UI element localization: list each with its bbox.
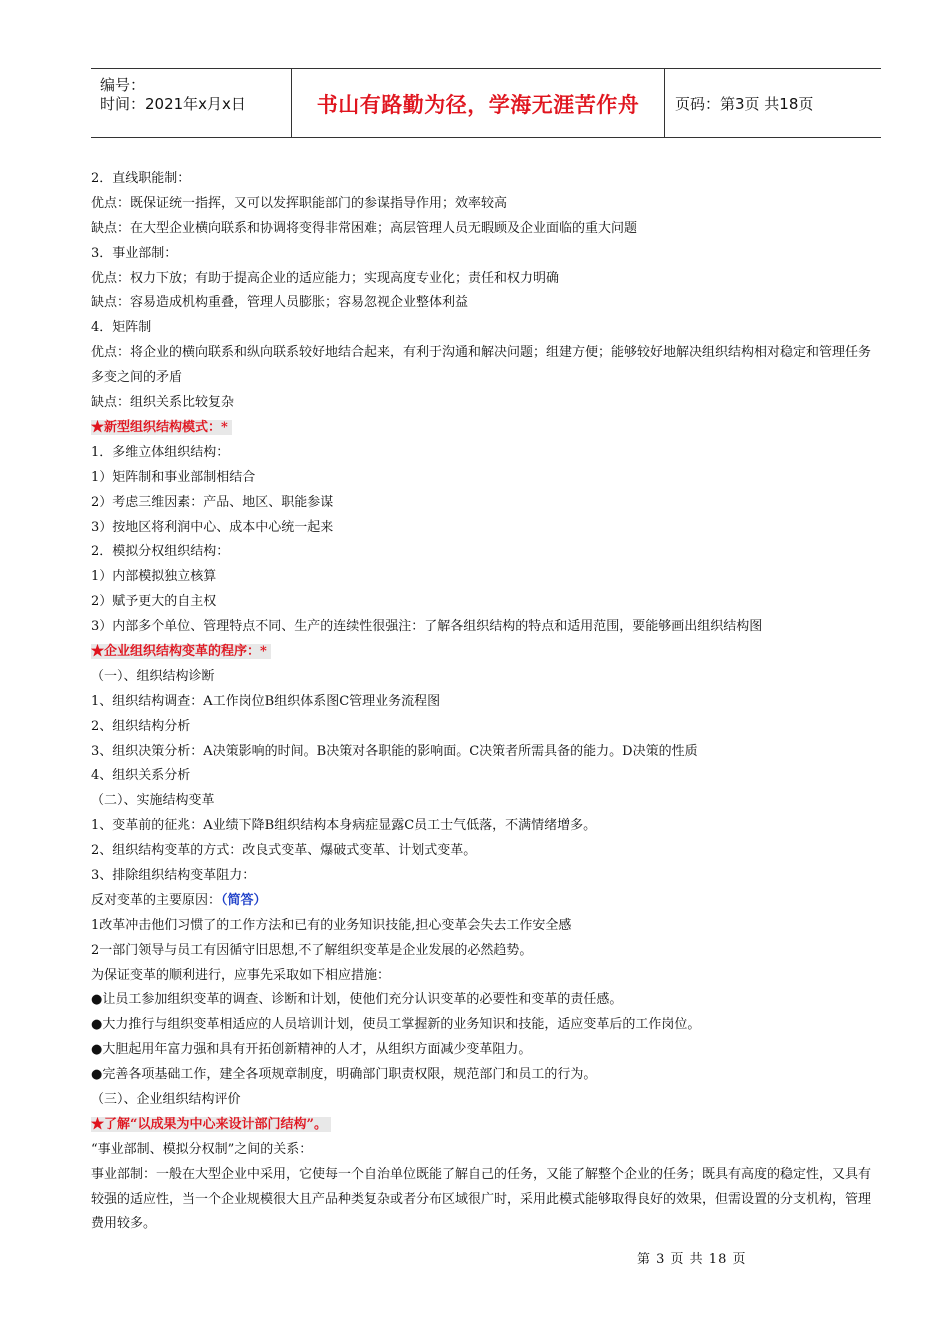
text-line: 优点：既保证统一指挥，又可以发挥职能部门的参谋指导作用；效率较高 [91,195,508,211]
section-heading [91,640,883,665]
section-heading-text: ★了解“以成果为中心来设计部门结构”。 [91,1117,331,1132]
bullet-item: ●大力推行与组织变革相适应的人员培训计划，使员工掌握新的业务知识和技能，适应变革后的工作岗位。 [91,1017,701,1033]
bullet-item: ●让员工参加组织变革的调查、诊断和计划，使他们充分认识变革的必要性和变革的责任感。 [91,992,623,1008]
short-answer-tag: （简答） [221,892,267,908]
text-line: 2．模拟分权组织结构： [91,544,230,560]
header-motto-cell [292,69,665,137]
text-paragraph: 事业部制：一般在大型企业中采用，它使每一个自治单位既能了解自己的任务，又能了解整个企业的任务；既具有高度的稳定性，又具有较强的适应性，当一个企业规模很大且产品种类复杂或者分布区域很广时，采用此模式能够取得良好的效果，但需设置的分支机构，管理费用较多。 [91,1166,872,1232]
header-page-number: 页码：第3页 共18页 [675,95,814,113]
text-line: “事业部制、模拟分权制”之间的关系： [91,1141,313,1157]
page-footer: 第 3 页 共 18 页 [637,1252,747,1267]
section-heading-text: ★新型组织结构模式：* [91,420,232,435]
text-line: 缺点：组织关系比较复杂 [91,395,235,411]
text-line: 2、组织结构变革的方式：改良式变革、爆破式变革、计划式变革。 [91,843,477,859]
text-line: （一）、组织结构诊断 [91,668,215,684]
text-line: 为保证变革的顺利进行，应事先采取如下相应措施： [91,967,391,983]
text-line: 3、排除组织结构变革阻力： [91,867,256,883]
text-line: 缺点：容易造成机构重叠，管理人员膨胀；容易忽视企业整体利益 [91,295,469,311]
text-line: 3．事业部制： [91,245,178,261]
text-line: 1）矩阵制和事业部制相结合 [91,469,256,485]
text-line: 4、组织关系分析 [91,768,191,784]
document-number-label: 编号： [100,76,146,94]
text-line: 1改革冲击他们习惯了的工作方法和已有的业务知识技能,担心变革会失去工作安全感 [91,917,572,933]
text-line: 3）内部多个单位、管理特点不同、生产的连续性很强注：了解各组织结构的特点和适用范围，要能够画出组织结构图 [91,619,763,635]
header-motto: 书山有路勤为径，学海无涯苦作舟 [316,93,640,117]
text-line: 4．矩阵制 [91,320,152,336]
document-body [91,167,883,1237]
text-line: 1、变革前的征兆：A业绩下降B组织结构本身病症显露C员工士气低落，不满情绪增多。 [91,818,597,834]
text-line: 2）考虑三维因素：产品、地区、职能参谋 [91,494,334,510]
section-heading [91,1113,883,1138]
text-line: 2、组织结构分析 [91,718,191,734]
section-heading-text: ★企业组织结构变革的程序：* [91,644,271,659]
header-info-cell [91,69,292,137]
text-line: 1）内部模拟独立核算 [91,569,217,585]
text-line: 2一部门领导与员工有因循守旧思想,不了解组织变革是企业发展的必然趋势。 [91,942,533,958]
text-line: 2．直线职能制： [91,171,191,186]
text-line: 3、组织决策分析：A决策影响的时间。B决策对各职能的影响面。C决策者所需具备的能力。D决策的性质 [91,743,698,759]
text-line-lead: 反对变革的主要原因： [91,892,222,908]
text-line: 2）赋予更大的自主权 [91,594,217,610]
text-line [91,889,883,914]
document-time-label: 时间：2021年x月x日 [100,95,246,113]
bullet-item: ●完善各项基础工作，建全各项规章制度，明确部门职责权限，规范部门和员工的行为。 [91,1067,597,1083]
text-paragraph: 优点：将企业的横向联系和纵向联系较好地结合起来，有利于沟通和解决问题；组建方便；能够较好地解决组织结构相对稳定和管理任务多变之间的矛盾 [91,345,872,386]
text-line: 1、组织结构调查：A工作岗位B组织体系图C管理业务流程图 [91,693,441,709]
text-line: 优点：权力下放；有助于提高企业的适应能力；实现高度专业化；责任和权力明确 [91,270,560,286]
page-header [91,68,881,138]
text-line: 缺点：在大型企业横向联系和协调将变得非常困难；高层管理人员无暇顾及企业面临的重大问题 [91,220,638,236]
text-line: 3）按地区将利润中心、成本中心统一起来 [91,519,334,535]
text-line: （三）、企业组织结构评价 [91,1091,241,1107]
text-line: 1．多维立体组织结构： [91,444,230,460]
section-heading [91,416,883,441]
bullet-item: ●大胆起用年富力强和具有开拓创新精神的人才，从组织方面减少变革阻力。 [91,1042,532,1058]
text-line: （二）、实施结构变革 [91,793,215,809]
header-page-cell [665,69,881,137]
